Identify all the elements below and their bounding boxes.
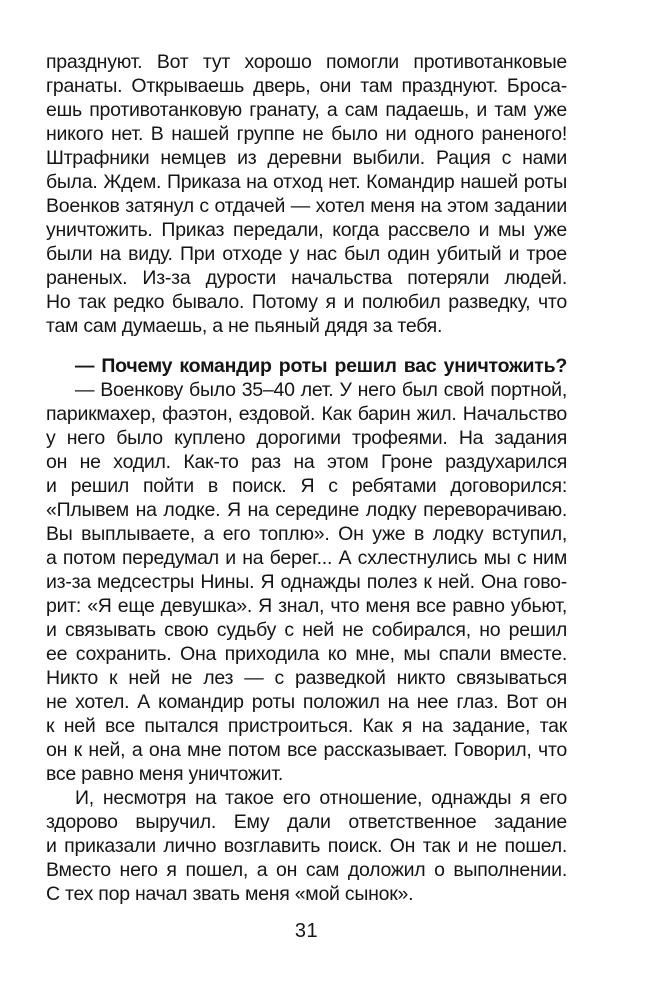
text-line: Вы выплываете, а его топлю». Он уже в лодку вступил, bbox=[46, 523, 567, 545]
text-line: Но так редко бывало. Потому я и полюбил разведку, что bbox=[46, 291, 567, 313]
text-line: «Плывем на лодке. Я на середине лодку переворачиваю. bbox=[46, 499, 567, 521]
question-paragraph bbox=[46, 354, 567, 378]
text-line: И, несмотря на такое его отношение, однажды я его bbox=[75, 787, 567, 809]
text-line: ешь противотанковую гранату, а сам падаешь, и там уже bbox=[46, 99, 567, 121]
answer-paragraph bbox=[46, 378, 567, 786]
text-line: здорово выручил. Ему дали ответственное задание bbox=[46, 811, 567, 833]
text-line: никого нет. В нашей группе не было ни одного раненого! bbox=[46, 123, 567, 145]
page-number: 31 bbox=[294, 920, 319, 942]
closing-paragraph bbox=[46, 786, 567, 906]
text-line: все равно меня уничтожит. bbox=[46, 763, 284, 785]
text-line: Никто к ней не лез — с разведкой никто связываться bbox=[46, 667, 567, 689]
text-line: были на виду. При отходе у нас был один убитый и трое bbox=[46, 243, 567, 265]
text-line: из-за медсестры Нины. Я однажды полез к ней. Она гово- bbox=[46, 571, 567, 593]
text-line: он к ней, а она мне потом все рассказывает. Говорил, что bbox=[46, 739, 567, 761]
text-line: у него было куплено дорогими трофеями. На задания bbox=[46, 427, 567, 449]
paragraph-continuation bbox=[46, 50, 567, 338]
paragraphs bbox=[46, 50, 567, 906]
text-line: он не ходил. Как-то раз на этом Гроне раздухарился bbox=[46, 451, 567, 473]
text-line: к ней все пытался пристроиться. Как я на задание, так bbox=[46, 715, 567, 737]
text-block bbox=[46, 50, 567, 943]
text-line: — Военкову было 35–40 лет. У него был свой портной, bbox=[75, 379, 567, 401]
text-line: и связывать свою судьбу с ней не собирался, но решил bbox=[46, 619, 567, 641]
text-line: Штрафники немцев из деревни выбили. Рация с нами bbox=[46, 147, 567, 169]
text-line: ее сохранить. Она приходила ко мне, мы спали вместе. bbox=[46, 643, 567, 665]
text-line: парикмахер, фаэтон, ездовой. Как барин жил. Начальство bbox=[46, 403, 567, 425]
text-line: была. Ждем. Приказа на отход нет. Командир нашей роты bbox=[46, 171, 567, 193]
text-line: не хотел. А командир роты положил на нее глаз. Вот он bbox=[46, 691, 567, 713]
text-line: а потом передумал и на берег... А схлестнулись мы с ним bbox=[46, 547, 567, 569]
text-line: уничтожить. Приказ передали, когда рассвело и мы уже bbox=[46, 219, 567, 241]
text-line: Вместо него я пошел, а он сам доложил о выполнении. bbox=[46, 859, 567, 881]
text-line: рит: «Я еще девушка». Я знал, что меня все равно убьют, bbox=[46, 595, 567, 617]
text-line: празднуют. Вот тут хорошо помогли противотанковые bbox=[46, 51, 567, 73]
text-line: гранаты. Открываешь дверь, они там празднуют. Броса- bbox=[46, 75, 567, 97]
text-line: там сам думаешь, а не пьяный дядя за тебя. bbox=[46, 315, 443, 337]
text-line: и приказали лично возглавить поиск. Он так и не пошел. bbox=[46, 835, 567, 857]
text-line: раненых. Из-за дурости начальства потеряли людей. bbox=[46, 267, 567, 289]
text-line: и решил пойти в поиск. Я с ребятами договорился: bbox=[46, 475, 567, 497]
text-line: — Почему командир роты решил вас уничтожить? bbox=[75, 355, 567, 377]
text-line: С тех пор начал звать меня «мой сынок». bbox=[46, 883, 414, 905]
text-line: Военков затянул с отдачей — хотел меня на этом задании bbox=[46, 195, 567, 217]
